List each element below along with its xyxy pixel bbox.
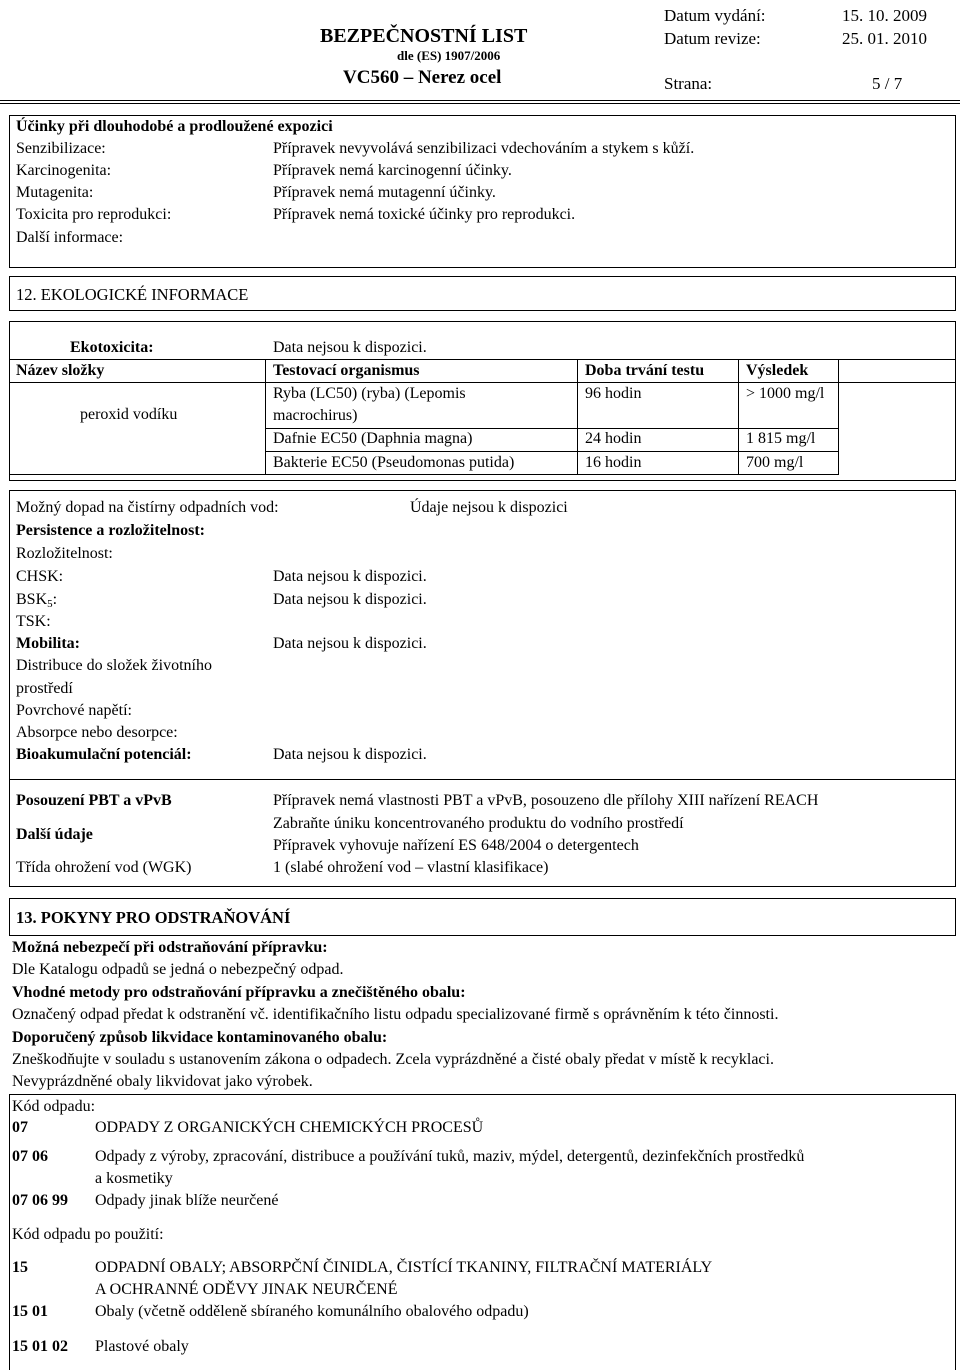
table-cell-duration: 24 hodin: [585, 430, 642, 447]
document-title: BEZPEČNOSTNÍ LIST: [320, 25, 528, 47]
sensitization-value: Přípravek nevyvolává senzibilizaci vdechováním a stykem s kůží.: [273, 140, 695, 157]
pbt-divider: [9, 779, 956, 780]
table-cell-result: 1 815 mg/l: [746, 430, 816, 447]
table-row-border: [265, 451, 839, 452]
table-cell-result: 700 mg/l: [746, 454, 804, 471]
waste-code-number: 07 06 99: [12, 1192, 68, 1209]
issue-date-label: Datum vydání:: [664, 6, 766, 25]
mobility-value: Data nejsou k dispozici.: [273, 635, 427, 652]
bsk-colon: :: [52, 591, 58, 608]
table-cell-result: > 1000 mg/l: [746, 385, 825, 402]
revision-date-label: Datum revize:: [664, 29, 761, 48]
tsk-label: TSK:: [16, 613, 51, 630]
waste-code-description: Odpady jinak blíže neurčené: [95, 1192, 279, 1209]
disposal-methods-heading: Vhodné metody pro odstraňování přípravku a znečištěného obalu:: [12, 984, 466, 1001]
chsk-label: CHSK:: [16, 568, 64, 585]
distribution-label: Distribuce do složek životního: [16, 657, 212, 674]
header-divider-double: [0, 103, 960, 104]
table-header-component: Název složky: [16, 362, 105, 379]
waste-code-description-cont: A OCHRANNÉ ODĚVY JINAK NEURČENÉ: [95, 1281, 398, 1298]
other-data-value-2: Přípravek vyhovuje nařízení ES 648/2004 o detergentech: [273, 837, 639, 854]
disposal-hazards-heading: Možná nebezpečí při odstraňování přípravku:: [12, 939, 328, 956]
product-name: VC560 – Nerez ocel: [343, 67, 502, 88]
waste-code-description: Obaly (včetně odděleně sbíraného komunálního obalového odpadu): [95, 1303, 529, 1320]
issue-date-value: 15. 10. 2009: [842, 6, 927, 25]
ecotoxicity-label: Ekotoxicita:: [70, 339, 154, 356]
surface-tension-label: Povrchové napětí:: [16, 702, 132, 719]
table-header-organism: Testovací organismus: [273, 362, 420, 379]
waste-code-number: 07 06: [12, 1148, 48, 1165]
table-component-name: peroxid vodíku: [80, 406, 178, 423]
table-col-border: [838, 359, 839, 474]
carcinogenicity-value: Přípravek nemá karcinogenní účinky.: [273, 162, 512, 179]
waste-code-number: 15 01: [12, 1303, 48, 1320]
waste-code-after-use-label: Kód odpadu po použití:: [12, 1226, 164, 1243]
regulation-reference: dle (ES) 1907/2006: [397, 48, 501, 63]
disposal-methods-text: Označený odpad předat k odstranění vč. identifikačního listu odpadu specializované firmě s oprávněním k této činnosti.: [12, 1006, 779, 1023]
waste-code-label: Kód odpadu:: [12, 1098, 96, 1115]
section-12-title: 12. EKOLOGICKÉ INFORMACE: [16, 285, 249, 304]
reproductive-toxicity-value: Přípravek nemá toxické účinky pro reprodukci.: [273, 206, 576, 223]
section-13-title: 13. POKYNY PRO ODSTRAŇOVÁNÍ: [16, 908, 291, 927]
wwtp-impact-value: Údaje nejsou k dispozici: [410, 499, 568, 516]
disposal-hazards-text: Dle Katalogu odpadů se jedná o nebezpečný odpad.: [12, 961, 344, 978]
other-data-label: Další údaje: [16, 826, 93, 843]
table-cell-organism: Ryba (LC50) (ryba) (Lepomis: [273, 385, 466, 402]
bsk-label: [16, 590, 57, 614]
further-information-label: Další informace:: [16, 229, 124, 246]
waste-code-number: 07: [12, 1119, 28, 1136]
waste-code-description: ODPADY Z ORGANICKÝCH CHEMICKÝCH PROCESŮ: [95, 1119, 484, 1136]
table-cell-organism: Dafnie EC50 (Daphnia magna): [273, 430, 473, 447]
page-number: 5 / 7: [872, 74, 903, 93]
chsk-value: Data nejsou k dispozici.: [273, 568, 427, 585]
mutagenicity-value: Přípravek nemá mutagenní účinky.: [273, 184, 496, 201]
absorption-label: Absorpce nebo desorpce:: [16, 724, 178, 741]
table-cell-duration: 96 hodin: [585, 385, 642, 402]
waste-code-number: 15: [12, 1259, 28, 1276]
table-col-border: [577, 359, 578, 474]
page-label: Strana:: [664, 74, 713, 93]
reproductive-toxicity-label: Toxicita pro reprodukci:: [16, 206, 172, 223]
distribution-label-cont: prostředí: [16, 680, 73, 697]
revision-date-value: 25. 01. 2010: [842, 29, 927, 48]
header-divider: [0, 100, 960, 101]
table-header-border: [9, 382, 956, 383]
table-col-border: [265, 359, 266, 474]
sensitization-label: Senzibilizace:: [16, 140, 106, 157]
persistence-heading: Persistence a rozložitelnost:: [16, 522, 205, 539]
table-col-border: [738, 359, 739, 474]
bsk-value: Data nejsou k dispozici.: [273, 591, 427, 608]
mobility-label: Mobilita:: [16, 635, 80, 652]
degradability-label: Rozložitelnost:: [16, 545, 113, 562]
wwtp-impact-label: Možný dopad na čistírny odpadních vod:: [16, 499, 279, 516]
waste-code-description-cont: a kosmetiky: [95, 1170, 173, 1187]
table-top-border: [9, 359, 956, 360]
ecotoxicity-value: Data nejsou k dispozici.: [273, 339, 427, 356]
contaminated-packaging-text-2: Nevyprázdněné obaly likvidovat jako výrobek.: [12, 1073, 313, 1090]
bioaccumulation-value: Data nejsou k dispozici.: [273, 746, 427, 763]
waste-code-description: Plastové obaly: [95, 1338, 189, 1355]
pbt-label: Posouzení PBT a vPvB: [16, 792, 172, 809]
table-cell-organism: Bakterie EC50 (Pseudomonas putida): [273, 454, 515, 471]
waste-code-description: Odpady z výroby, zpracování, distribuce a používání tuků, maziv, mýdel, detergentů, dezinfekčních prostředků: [95, 1148, 805, 1165]
contaminated-packaging-heading: Doporučený způsob likvidace kontaminovaného obalu:: [12, 1029, 388, 1046]
table-bottom-border: [9, 474, 839, 475]
chronic-effects-heading: Účinky při dlouhodobé a prodloužené expozici: [16, 118, 333, 135]
waste-code-description: ODPADNÍ OBALY; ABSORPČNÍ ČINIDLA, ČISTÍCÍ TKANINY, FILTRAČNÍ MATERIÁLY: [95, 1259, 713, 1276]
table-header-duration: Doba trvání testu: [585, 362, 705, 379]
mutagenicity-label: Mutagenita:: [16, 184, 94, 201]
wgk-label: Třída ohrožení vod (WGK): [16, 859, 192, 876]
bsk-label-text: BSK: [16, 591, 48, 608]
table-header-result: Výsledek: [746, 362, 809, 379]
other-data-value-1: Zabraňte úniku koncentrovaného produktu do vodního prostředí: [273, 815, 684, 832]
bsk-subscript: 5: [47, 598, 53, 610]
carcinogenicity-label: Karcinogenita:: [16, 162, 112, 179]
pbt-value: Přípravek nemá vlastnosti PBT a vPvB, posouzeno dle přílohy XIII nařízení REACH: [273, 792, 819, 809]
wgk-value: 1 (slabé ohrožení vod – vlastní klasifikace): [273, 859, 549, 876]
table-cell-organism-cont: macrochirus): [273, 407, 358, 424]
table-cell-duration: 16 hodin: [585, 454, 642, 471]
contaminated-packaging-text-1: Zneškodňujte v souladu s ustanovením zákona o odpadech. Zcela vyprázdněné a čisté obaly předat v místě k recyklaci.: [12, 1051, 774, 1068]
waste-code-number: 15 01 02: [12, 1338, 68, 1355]
bioaccumulation-label: Bioakumulační potenciál:: [16, 746, 192, 763]
